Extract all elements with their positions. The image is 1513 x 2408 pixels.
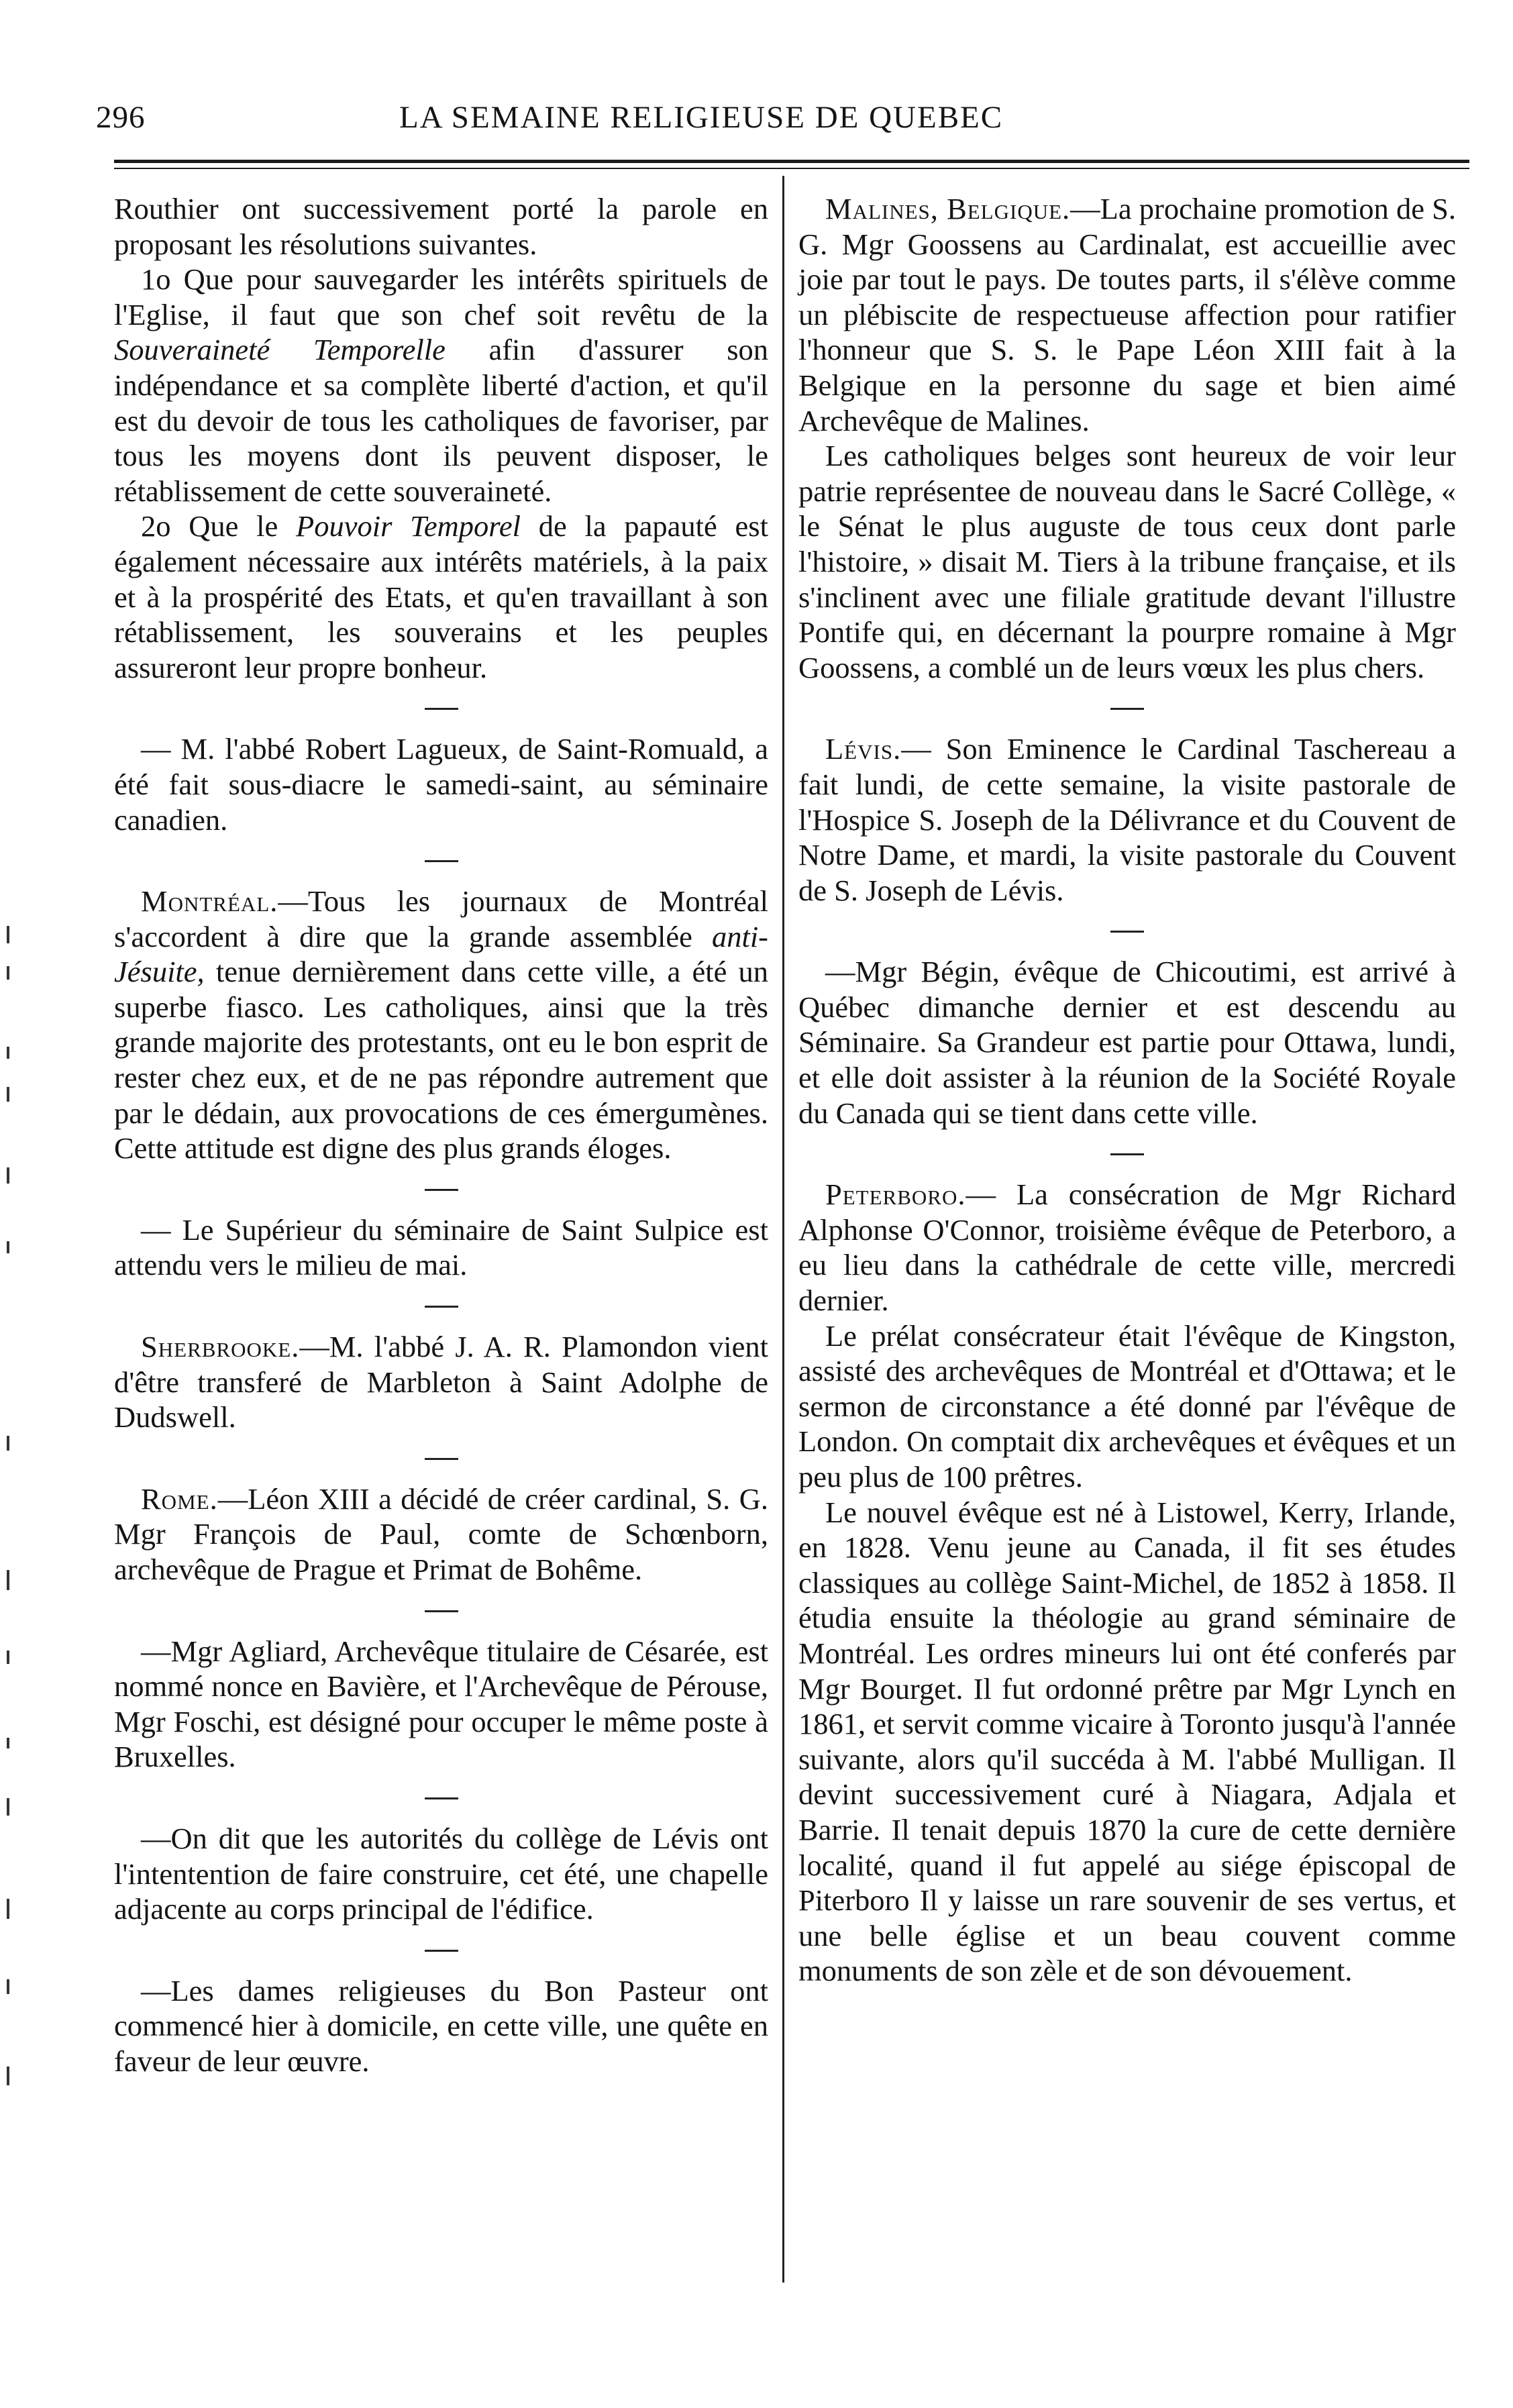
- section-dash: [1110, 931, 1144, 933]
- news-item-nouvel-eveque: Le nouvel évêque est né à Listowel, Kerry, Irlande, en 1828. Venu jeune au Canada, il fit ses études classiques au collège Saint-Michel, de 1852 à 1858. Il étudia ensuite la théologie au grand séminaire de Montréal. Les ordres mineurs lui ont été conferés par Mgr Bourget. Il fut ordonné prêtre par Mgr Lynch en 1861, et servit comme vicaire à Toronto jusqu'à l'année suivante, alors qu'il succéda à M. l'abbé Mulligan. Il devint successivement curé à Niagara, Adjala et Barrie. Il tenait depuis 1870 la cure de cette dernière localité, quand il fut appelé au siége épiscopal de Piterboro Il y laisse un rare souvenir de ses vertus, et une belle église et un beau couvent comme monuments de son zèle et de son dévouement.: [798, 1495, 1456, 1988]
- section-dash: [425, 1797, 458, 1799]
- news-item-rome: Rome.—Léon XIII a décidé de créer cardinal, S. G. Mgr François de Paul, comte de Schœnborn, archevêque de Prague et Primat de Bohême.: [114, 1481, 768, 1586]
- section-dash: [425, 860, 458, 862]
- section-dash: [425, 1306, 458, 1308]
- news-item-sherbrooke: Sherbrooke.—M. l'abbé J. A. R. Plamondon vient d'être transferé de Marbleton à Saint Adolphe de Dudswell.: [114, 1330, 768, 1434]
- dateline-malines: Malines, Belgique.: [825, 192, 1071, 225]
- news-item-montreal: Montréal.—Tous les journaux de Montréal s'accordent à dire que la grande assemblée anti-Jésuite, tenue dernièrement dans cette ville, a été un superbe fiasco. Les catholiques, ainsi que la très grande majorite des protestants, ont eu le bon esprit de rester chez eux, et de ne pas répondre autrement que par le dédain, aux provocations de ces émergumènes. Cette attitude est digne des plus grands éloges.: [114, 884, 768, 1165]
- section-dash: [425, 1189, 458, 1191]
- publication-title: LA SEMAINE RELIGIEUSE DE QUEBEC: [399, 100, 1004, 135]
- section-dash: [425, 1610, 458, 1612]
- header-rule-thick: [114, 160, 1469, 163]
- news-item-levis: Lévis.— Son Eminence le Cardinal Taschereau a fait lundi, de cette semaine, la visite pastorale de l'Hospice S. Joseph de la Délivrance et du Couvent de Notre Dame, et mardi, la visite pastorale du Couvent de S. Joseph de Lévis.: [798, 732, 1456, 907]
- news-item-sulpice: — Le Supérieur du séminaire de Saint Sulpice est attendu vers le milieu de mai.: [114, 1212, 768, 1282]
- dateline-levis: Lévis.: [825, 732, 902, 766]
- news-item-agliard: —Mgr Agliard, Archevêque titulaire de Césarée, est nommé nonce en Bavière, et l'Archevêque de Pérouse, Mgr Foschi, est désigné pour occuper le même poste à Bruxelles.: [114, 1634, 768, 1774]
- news-item-begin: —Mgr Bégin, évêque de Chicoutimi, est arrivé à Québec dimanche dernier et est descendu au Séminaire. Sa Grandeur est partie pour Ottawa, lundi, et elle doit assister à la réunion de la Société Royale du Canada qui se tient dans cette ville.: [798, 955, 1456, 1130]
- section-dash: [1110, 1153, 1144, 1155]
- news-item-malines-continued: Les catholiques belges sont heureux de voir leur patrie représentee de nouveau dans le Sacré Collège, « le Sénat le plus auguste de tous ceux dont parle l'histoire, » disait M. Tiers à la tribune française, et ils s'inclinent avec une filiale gratitude devant l'illustre Pontife qui, en décernant la pourpre romaine à Mgr Goossens, a comblé un de leurs vœux les plus chers.: [798, 439, 1456, 684]
- left-column: [114, 191, 768, 2079]
- dateline-peterboro: Peterboro.: [825, 1177, 966, 1212]
- news-item-bon-pasteur: —Les dames religieuses du Bon Pasteur ont commencé hier à domicile, en cette ville, une quête en faveur de leur œuvre.: [114, 1973, 768, 2078]
- dateline-montreal: Montréal.: [141, 884, 278, 919]
- news-item-lagueux: — M. l'abbé Robert Lagueux, de Saint-Romuald, a été fait sous-diacre le samedi-saint, au séminaire canadien.: [114, 732, 768, 837]
- column-divider: [782, 176, 784, 2283]
- section-dash: [425, 708, 458, 710]
- page-header: [91, 99, 1446, 146]
- section-dash: [1110, 708, 1144, 710]
- right-column: [798, 191, 1456, 1989]
- resolution-2: 2o Que le Pouvoir Temporel de la papauté est également nécessaire aux intérêts matériels, à la paix et à la prospérité des Etats, et qu'en travaillant à son rétablissement, les souverains et les peuples assureront leur propre bonheur.: [114, 509, 768, 684]
- margin-specks: [7, 926, 23, 2268]
- resolution-1: 1o Que pour sauvegarder les intérêts spirituels de l'Eglise, il faut que son chef soit revêtu de la Souveraineté Temporelle afin d'assurer son indépendance et sa complète liberté d'action, et qu'il est du devoir de tous les catholiques de favoriser, par tous les moyens dont ils peuvent disposer, le rétablissement de cette souveraineté.: [114, 262, 769, 508]
- section-dash: [425, 1458, 458, 1460]
- news-item-malines: Malines, Belgique.—La prochaine promotion de S. G. Mgr Goossens au Cardinalat, est accueillie avec joie par tout le pays. De toutes parts, il s'élève comme un plébiscite de respectueuse affection pour ratifier l'honneur que S. S. le Pape Léon XIII fait à la Belgique en la personne du sage et bien aimé Archevêque de Malines.: [798, 192, 1456, 437]
- section-dash: [425, 1950, 458, 1952]
- news-item-peterboro: Peterboro.— La consécration de Mgr Richard Alphonse O'Connor, troisième évêque de Peterboro, a eu lieu dans la cathédrale de cette ville, mercredi dernier.: [798, 1177, 1456, 1318]
- dateline-sherbrooke: Sherbrooke.: [141, 1330, 300, 1364]
- news-item-prelat: Le prélat consécrateur était l'évêque de Kingston, assisté des archevêques de Montréal et d'Ottawa; et le sermon de circonstance a été donné par l'évêque de London. On comptait dix archevêques et évêques et un peu plus de 100 prêtres.: [798, 1318, 1456, 1494]
- news-item-levis-college: —On dit que les autorités du collège de Lévis ont l'intentention de faire construire, cet été, une chapelle adjacente au corps principal de l'édifice.: [114, 1821, 768, 1926]
- article-continuation: Routhier ont successivement porté la parole en proposant les résolutions suivantes.: [114, 192, 768, 261]
- page-number: 296: [96, 100, 146, 135]
- header-rule-thin: [114, 168, 1469, 169]
- dateline-rome: Rome.: [141, 1481, 218, 1516]
